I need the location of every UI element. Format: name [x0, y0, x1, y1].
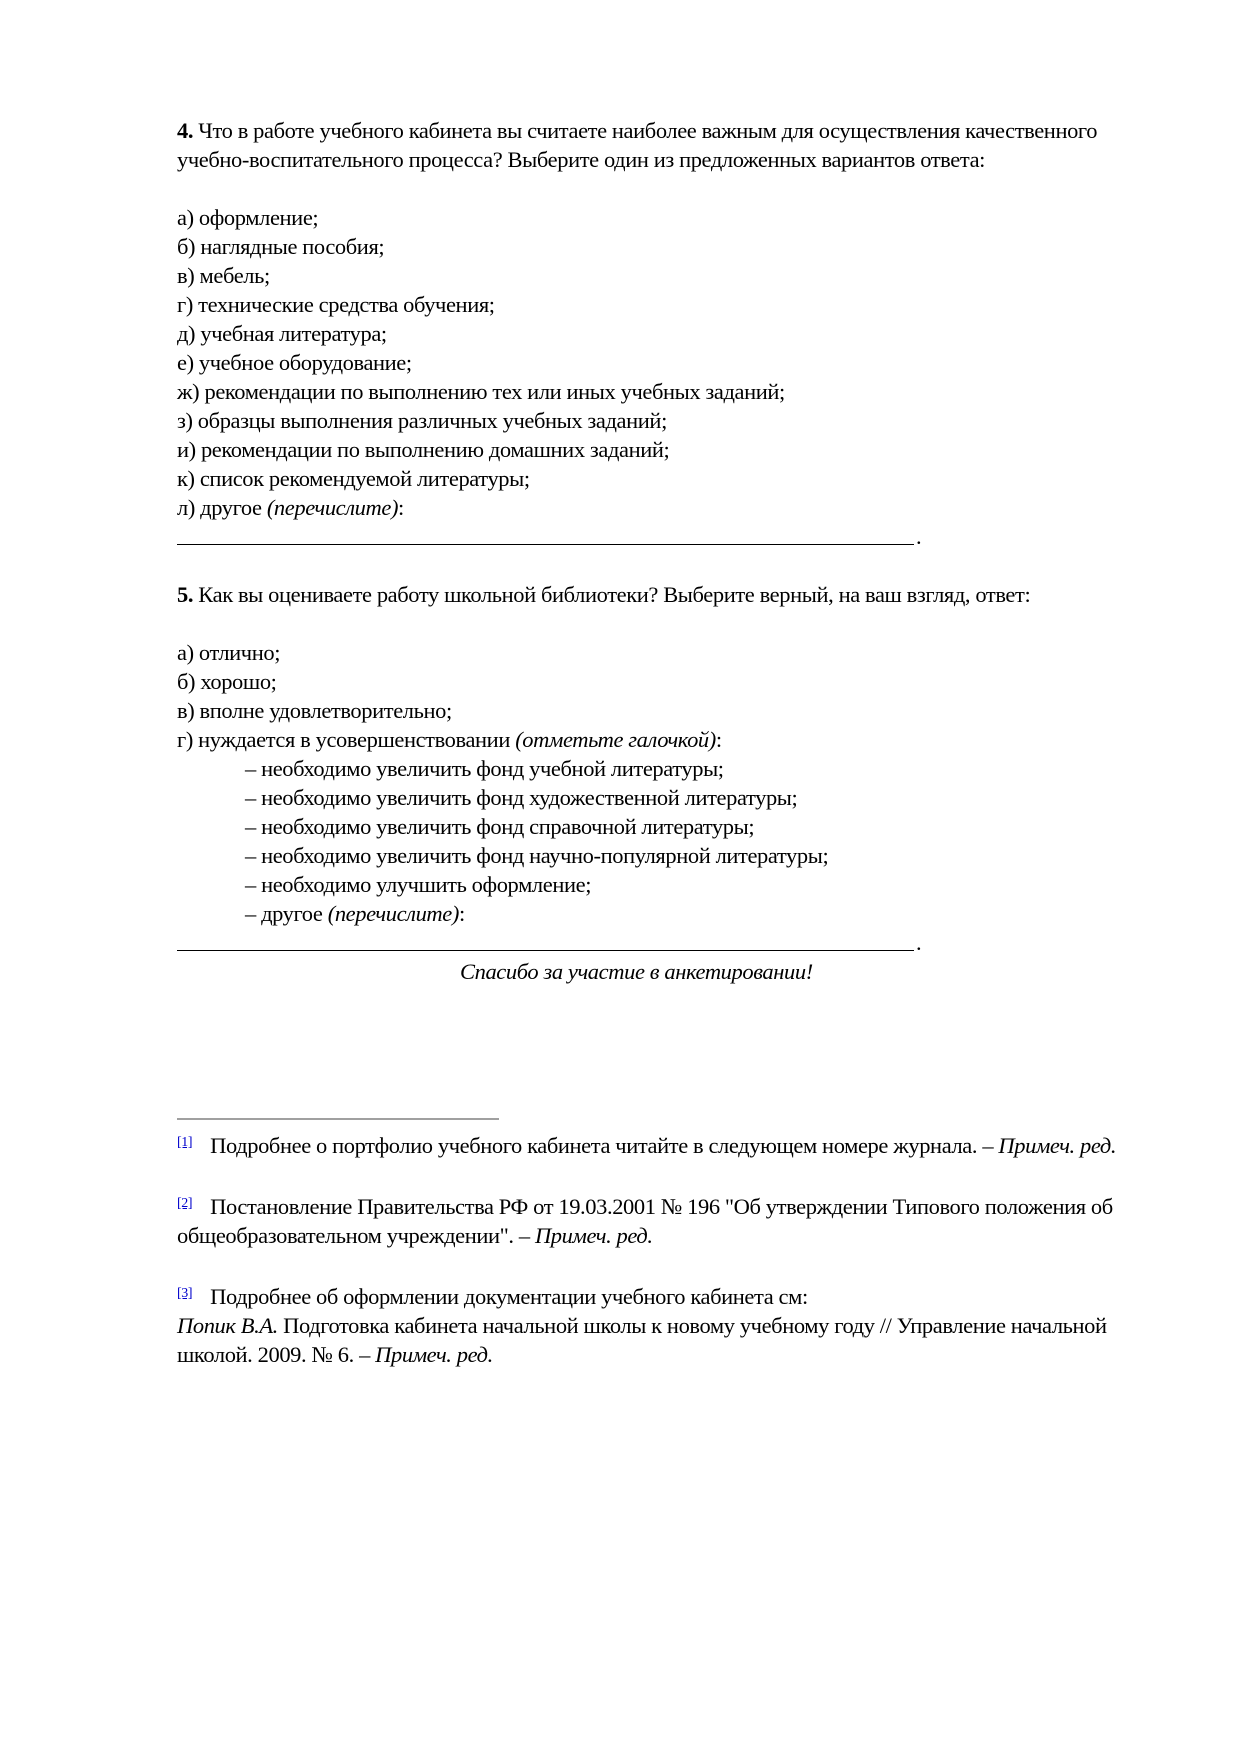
- q5-sub-option-4: – необходимо увеличить фонд научно-популярной литературы;: [245, 843, 829, 868]
- q5-sub-option-5: – необходимо улучшить оформление;: [245, 872, 592, 897]
- q5-option-g: г) нуждается в усовершенствовании (отметьте галочкой):: [177, 727, 722, 752]
- q5-sub-option-3: – необходимо увеличить фонд справочной литературы;: [245, 814, 755, 839]
- q4-option-k: к) список рекомендуемой литературы;: [177, 466, 530, 491]
- q4-option-a: а) оформление;: [177, 205, 319, 230]
- q5-sub-option-1: – необходимо увеличить фонд учебной литературы;: [245, 756, 724, 781]
- spacer: [177, 609, 1157, 638]
- citation-text: Подготовка кабинета начальной школы к новому учебному году // Управление начальной школой. 2009. № 6. –: [177, 1313, 1107, 1367]
- footnote-2-link[interactable]: [2]: [177, 1196, 193, 1211]
- spacer: [177, 174, 1157, 203]
- spacer: [177, 551, 1157, 580]
- editor-note: Примеч. ред.: [534, 1223, 653, 1248]
- q4-option-z: з) образцы выполнения различных учебных заданий;: [177, 408, 667, 433]
- citation-author: Попик В.А.: [177, 1313, 278, 1338]
- question-4-number: 4.: [177, 118, 194, 143]
- question-5-text: Как вы оцениваете работу школьной библиотеки? Выберите верный, на ваш взгляд, ответ:: [193, 582, 1031, 607]
- q4-option-i: и) рекомендации по выполнению домашних заданий;: [177, 437, 670, 462]
- footnote-3: [3] Подробнее об оформлении документации учебного кабинета см: Попик В.А. Подготовка кабинета начальной школы к новому учебному году // Управление начальной школой. 2009. № 6. – Примеч. ред.: [177, 1284, 1107, 1367]
- q4-other-hint: (перечислите): [266, 495, 399, 520]
- q4-option-e: е) учебное оборудование;: [177, 350, 412, 375]
- q5-sub-other-hint: (перечислите): [327, 901, 459, 926]
- thanks-message: Спасибо за участие в анкетировании!: [460, 959, 813, 984]
- footnote-1-link[interactable]: [1]: [177, 1135, 193, 1150]
- q4-option-b: б) наглядные пособия;: [177, 234, 385, 259]
- question-5: [177, 580, 1157, 609]
- q5-improve-hint: (отметьте галочкой): [515, 727, 716, 752]
- q5-option-b: б) хорошо;: [177, 669, 277, 694]
- q5-answer-blank: .: [177, 928, 1157, 957]
- q4-option-g: г) технические средства обучения;: [177, 292, 495, 317]
- q4-option-zh: ж) рекомендации по выполнению тех или иных учебных заданий;: [177, 379, 785, 404]
- answer-underline: [177, 950, 914, 951]
- footnote-1: [1] Подробнее о портфолио учебного кабинета читайте в следующем номере журнала. – Примеч. ред.: [177, 1133, 1117, 1158]
- question-4-text: Что в работе учебного кабинета вы считаете наиболее важным для осуществления качественного учебно-воспитательного процесса? Выберите один из предложенных вариантов ответа:: [177, 118, 1098, 172]
- document-page: [177, 116, 1157, 986]
- footnote-2: [2] Постановление Правительства РФ от 19.03.2001 № 196 "Об утверждении Типового положения об общеобразовательном учреждении". – Примеч. ред.: [177, 1194, 1113, 1248]
- q5-sub-option-2: – необходимо увеличить фонд художественной литературы;: [245, 785, 798, 810]
- footnote-separator: [177, 1118, 499, 1120]
- q4-option-other: л) другое (перечислите):: [177, 495, 404, 520]
- question-4: [177, 116, 1157, 174]
- q5-sub-option-other: – другое (перечислите):: [245, 901, 465, 926]
- q5-option-v: в) вполне удовлетворительно;: [177, 698, 452, 723]
- q5-option-a: а) отлично;: [177, 640, 281, 665]
- q4-option-v: в) мебель;: [177, 263, 270, 288]
- q4-option-d: д) учебная литература;: [177, 321, 387, 346]
- answer-underline: [177, 544, 914, 545]
- question-5-number: 5.: [177, 582, 194, 607]
- footnote-3-link[interactable]: [3]: [177, 1286, 193, 1301]
- q4-answer-blank: .: [177, 522, 1157, 551]
- footnotes: [177, 1128, 1157, 1398]
- editor-note: Примеч. ред.: [375, 1342, 493, 1367]
- editor-note: Примеч. ред.: [998, 1133, 1117, 1158]
